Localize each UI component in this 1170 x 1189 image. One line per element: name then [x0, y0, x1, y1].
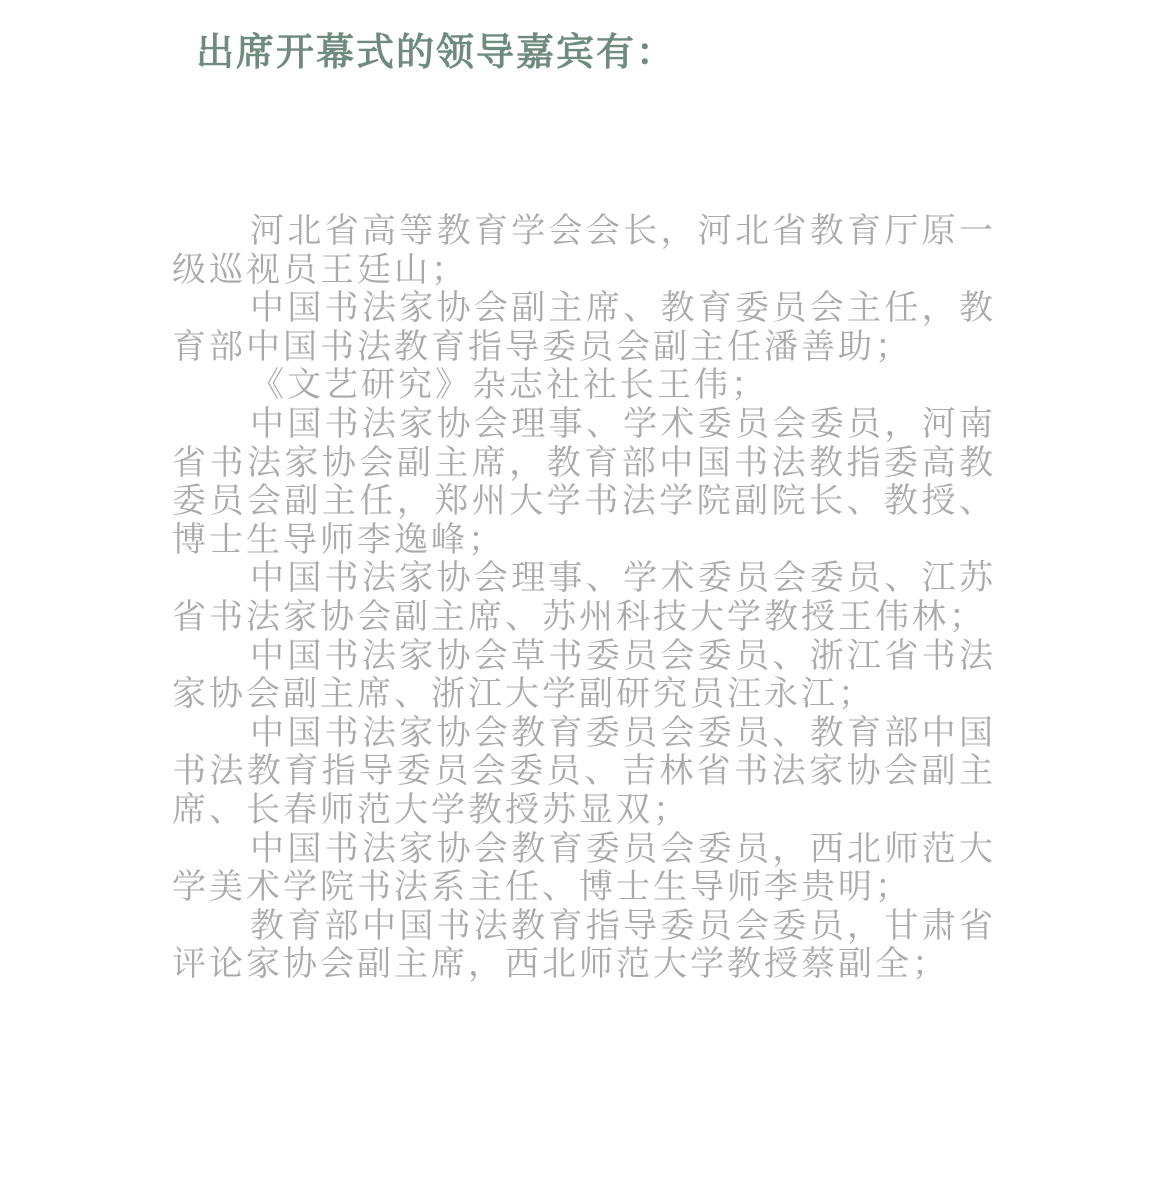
page-title: 出席开幕式的领导嘉宾有：	[196, 30, 677, 74]
guest-entry: 中国书法家协会理事、学术委员会委员、江苏省书法家协会副主席、苏州科技大学教授王伟林；	[172, 558, 996, 637]
guest-entry: 中国书法家协会教育委员会委员，西北师范大学美术学院书法系主任、博士生导师李贵明；	[172, 828, 996, 908]
guest-list	[172, 212, 996, 984]
guest-entry: 《文艺研究》杂志社社长王伟；	[250, 365, 768, 406]
guest-entry: 中国书法家协会理事、学术委员会委员，河南省书法家协会副主席，教育部中国书法教指委高教委员会副主任，郑州大学书法学院副院长、教授、博士生导师李逸峰；	[172, 403, 996, 560]
guest-entry: 中国书法家协会教育委员会委员、教育部中国书法教育指导委员会委员、吉林省书法家协会副主席、长春师范大学教授苏显双；	[172, 712, 996, 830]
guest-entry: 教育部中国书法教育指导委员会委员，甘肃省评论家协会副主席，西北师范大学教授蔡副全；	[172, 905, 996, 985]
guest-entry: 中国书法家协会草书委员会委员、浙江省书法家协会副主席、浙江大学副研究员汪永江；	[172, 635, 996, 715]
guest-entry: 中国书法家协会副主席、教育委员会主任，教育部中国书法教育指导委员会副主任潘善助；	[172, 288, 996, 367]
guest-entry: 河北省高等教育学会会长，河北省教育厅原一级巡视员王廷山；	[172, 211, 996, 290]
